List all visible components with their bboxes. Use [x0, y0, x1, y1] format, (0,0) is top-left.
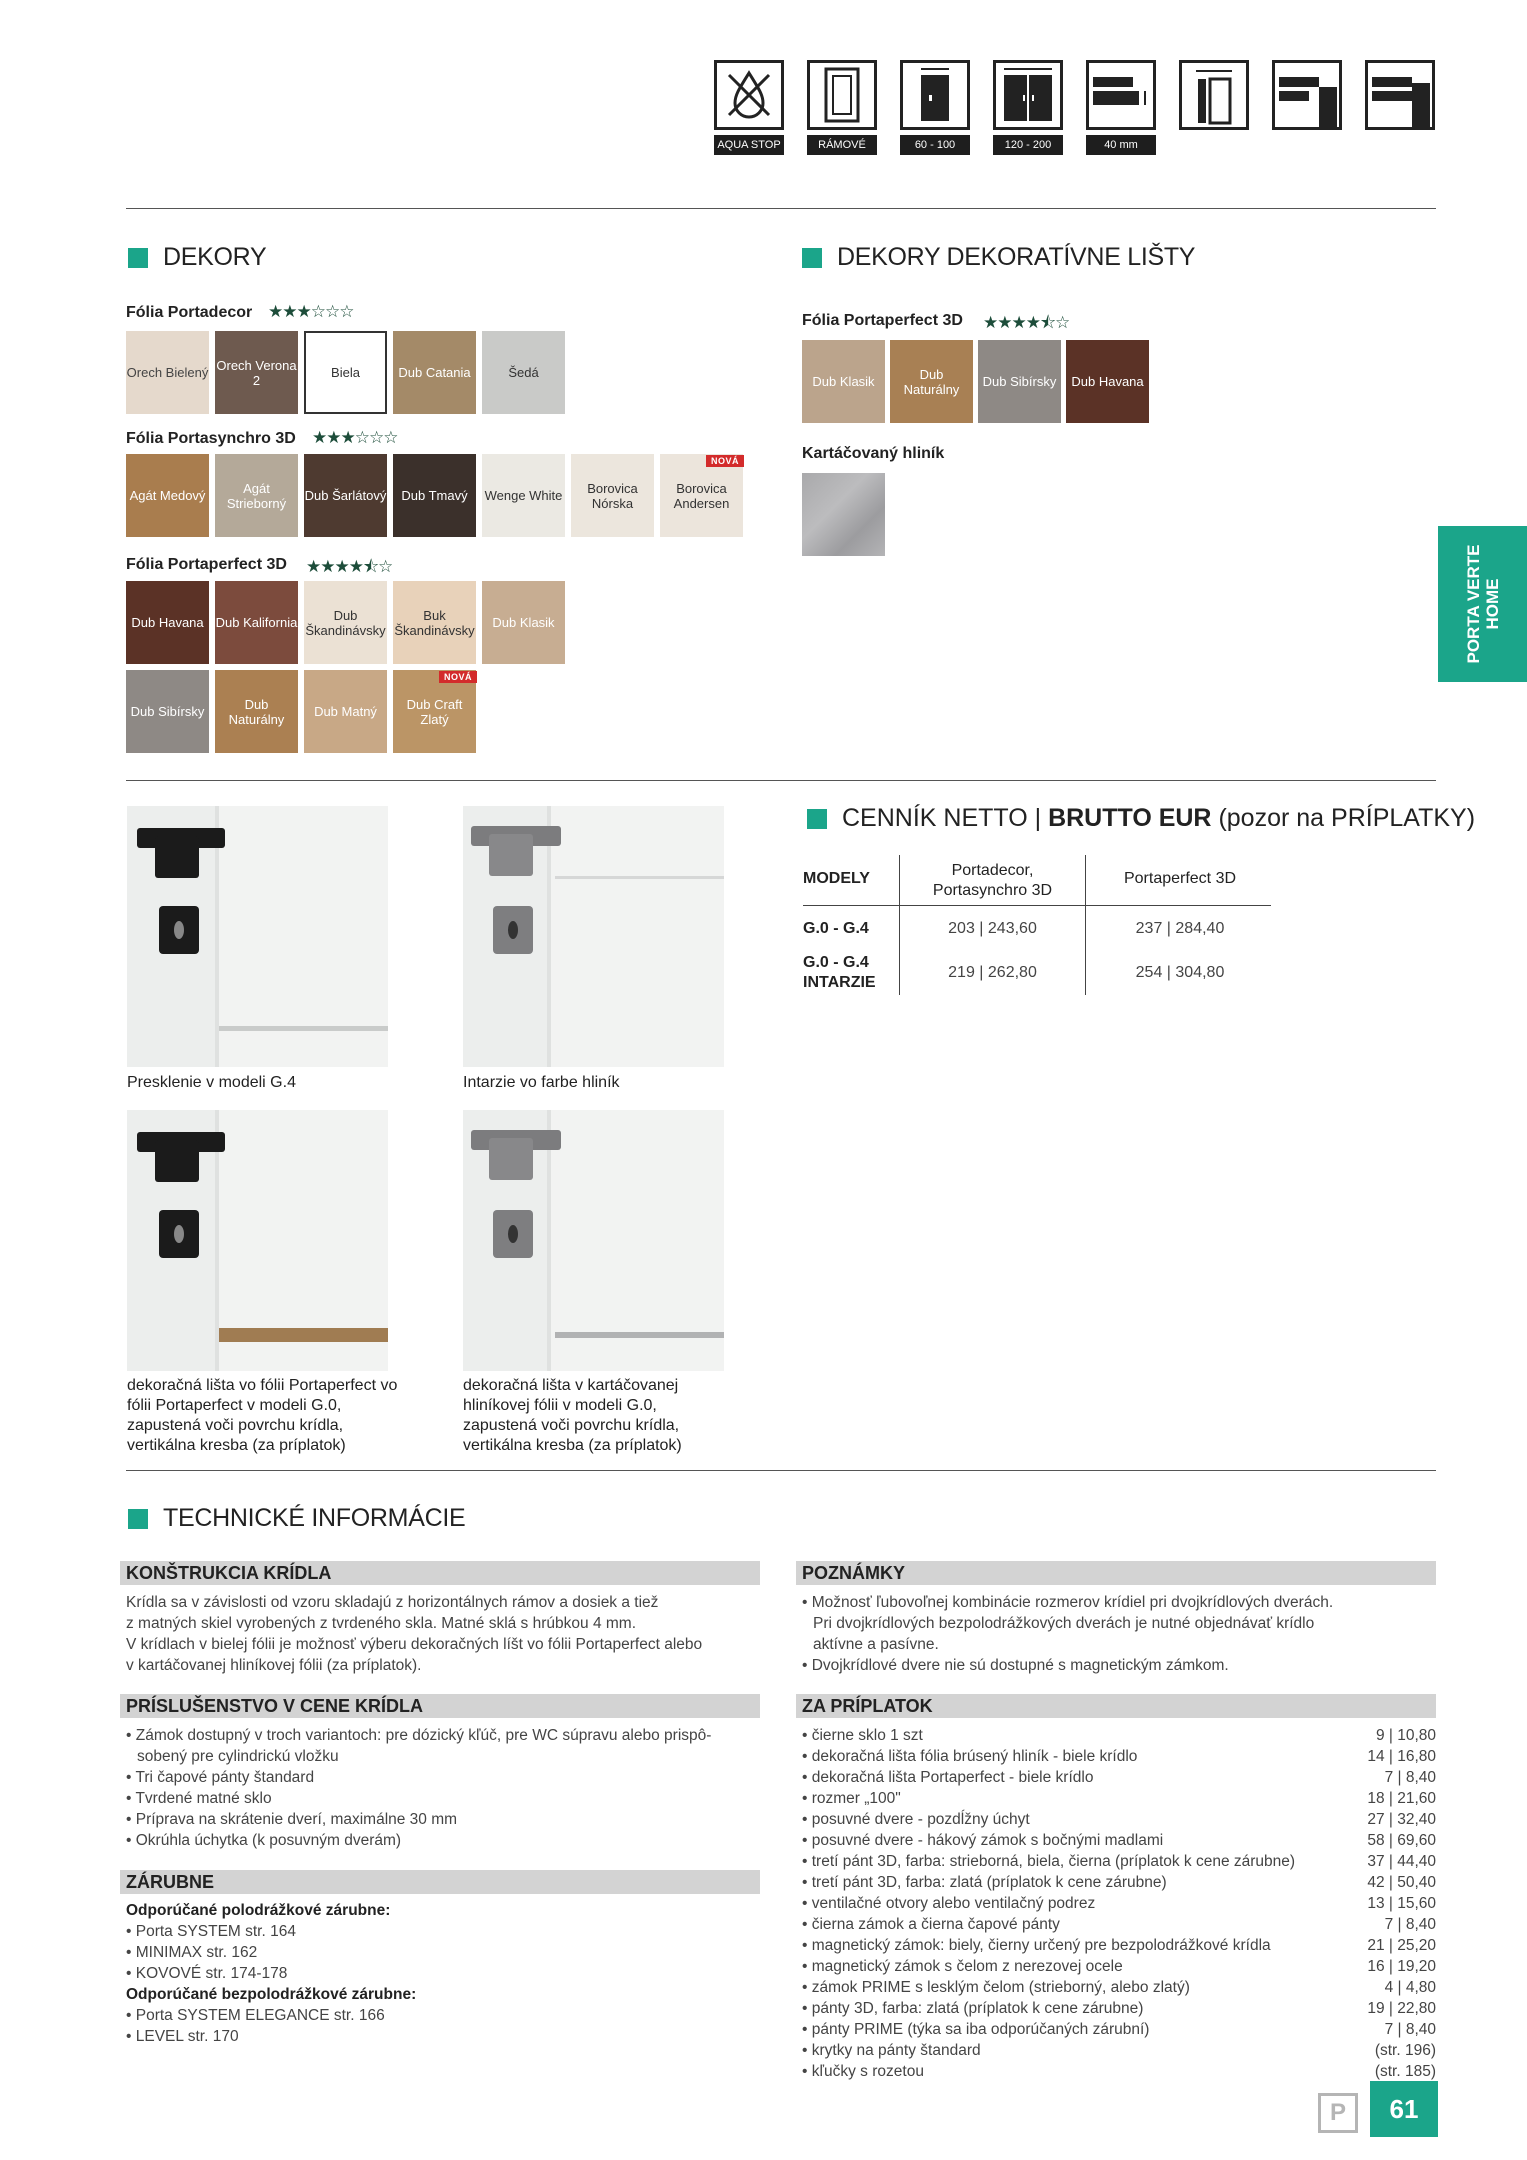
priplatok-name: • magnetický zámok s čelom z nerezovej ocele: [802, 1956, 1123, 1977]
price-col-portadecor: Portadecor, Portasynchro 3D: [932, 862, 1053, 899]
divider-bottom: [126, 1470, 1436, 1471]
priplatok-row: [802, 1767, 1436, 1788]
item-text: Porta SYSTEM ELEGANCE str. 166: [135, 2007, 385, 2024]
price-col-portaperfect: Portaperfect 3D: [1123, 870, 1237, 887]
priplatok-price: 21 | 25,20: [1367, 1937, 1436, 1954]
prislusenstvo-item: • Príprava na skrátenie dverí, maximálne 30 mm: [126, 1811, 458, 1828]
poznamky-item: [802, 1613, 1442, 1634]
poznamky-bar: POZNÁMKY: [796, 1561, 1436, 1585]
priplatok-name: • posuvné dvere - pozdĺžny úchyt: [802, 1809, 1030, 1830]
side-tab-porta-verte: [1438, 526, 1527, 682]
swatch-dub-skandinavsky[interactable]: Dub Škandinávsky: [304, 581, 387, 664]
listy-portaperfect-rating: ★★★★⯪☆: [983, 313, 1070, 332]
prislusenstvo-item: [126, 1746, 766, 1767]
price-row-c2: 237 | 284,40: [1135, 920, 1225, 937]
konstrukcia-line: V krídlach v bielej fólii je možnosť výberu dekoračných líšt vo fólii Portaperfect alebo: [126, 1636, 703, 1653]
item-text: aktívne a pasívne.: [813, 1636, 939, 1653]
prislusenstvo-bar: PRÍSLUŠENSTVO V CENE KRÍDLA: [120, 1694, 760, 1718]
item-text: Zámok dostupný v troch variantoch: pre dózický kľúč, pre WC súpravu alebo prispô-: [135, 1727, 712, 1744]
priplatok-row: [802, 1830, 1436, 1851]
item-text: MINIMAX str. 162: [135, 1944, 258, 1961]
priplatok-row: [802, 1914, 1436, 1935]
zarubne-item: • Porta SYSTEM ELEGANCE str. 166: [126, 2007, 385, 2024]
priplatok-name: • čierna zámok a čierna čapové pánty: [802, 1914, 1060, 1935]
priplatok-row: [802, 1809, 1436, 1830]
price-row-model: G.0 - G.4: [803, 920, 869, 937]
priplatok-list: [802, 1725, 1436, 2082]
swatch-dub-sibirsky[interactable]: Dub Sibírsky: [126, 670, 209, 753]
hlinik-title: Kartáčovaný hliník: [802, 445, 945, 462]
prislusenstvo-item: • Zámok dostupný v troch variantoch: pre dózický kľúč, pre WC súpravu alebo prispô-: [126, 1727, 712, 1744]
portadecor-title: Fólia Portadecor: [126, 304, 253, 321]
item-text: sobený pre cylindrickú vložku: [137, 1748, 339, 1765]
priplatok-name: • ventilačné otvory alebo ventilačný podrez: [802, 1893, 1095, 1914]
swatch-dub-havana[interactable]: Dub Havana: [126, 581, 209, 664]
priplatok-row: [802, 2019, 1436, 2040]
priplatok-name: • zámok PRIME s lesklým čelom (strieborný, alebo zlatý): [802, 1977, 1190, 1998]
price-col-models: MODELY: [803, 870, 870, 887]
priplatok-price: 19 | 22,80: [1367, 2000, 1436, 2017]
swatch-seda[interactable]: Šedá: [482, 331, 565, 414]
price-header-line: [803, 905, 1271, 906]
swatch-wenge-white[interactable]: Wenge White: [482, 454, 565, 537]
caption-lista-hlinik: dekoračná lišta v kartáčovanej hliníkovej fólii v modeli G.0, zapustená voči povrchu krídla, vertikálna kresba (za príplatok): [463, 1377, 682, 1454]
prislusenstvo-item: • Tri čapové pánty štandard: [126, 1769, 315, 1786]
icon-label-aqua-stop: AQUA STOP: [714, 135, 784, 155]
portaperfect-rating: ★★★★⯪☆: [306, 557, 393, 576]
priplatok-name: • krytky na pánty štandard: [802, 2040, 981, 2061]
swatch-orech-verona[interactable]: Orech Verona 2: [215, 331, 298, 414]
section-title-dekory: DEKORY: [163, 243, 267, 271]
price-row-c2: 254 | 304,80: [1135, 964, 1225, 981]
priplatok-row: [802, 1872, 1436, 1893]
price-row-c1: 203 | 243,60: [948, 920, 1037, 937]
priplatok-row: [802, 2040, 1436, 2061]
priplatok-price: 18 | 21,60: [1367, 1790, 1436, 1807]
priplatok-price: 7 | 8,40: [1384, 1769, 1436, 1786]
zarubne-item: • Porta SYSTEM str. 164: [126, 1923, 296, 1940]
new-badge: NOVÁ: [706, 455, 744, 467]
item-text: Pri dvojkrídlových bezpolodrážkových dverách je nutné objednávať krídlo: [813, 1615, 1315, 1632]
priplatok-name: • čierne sklo 1 szt: [802, 1725, 923, 1746]
listy-swatch-dub-sibirsky[interactable]: Dub Sibírsky: [978, 340, 1061, 423]
new-badge: NOVÁ: [439, 671, 477, 683]
poznamky-item: • Dvojkrídlové dvere nie sú dostupné s magnetickým zámkom.: [802, 1657, 1229, 1674]
zarubne-item: • KOVOVÉ str. 174-178: [126, 1965, 288, 1982]
priplatok-price: 13 | 15,60: [1367, 1895, 1436, 1912]
swatch-buk-skandinavsky[interactable]: Buk Škandinávsky: [393, 581, 476, 664]
icon-label-ramove: RÁMOVÉ: [807, 135, 877, 155]
priplatok-price: 7 | 8,40: [1384, 2021, 1436, 2038]
priplatok-name: • magnetický zámok: biely, čierny určený pre bezpolodrážkové krídla: [802, 1935, 1271, 1956]
listy-swatch-dub-havana[interactable]: Dub Havana: [1066, 340, 1149, 423]
listy-portaperfect-title: Fólia Portaperfect 3D: [802, 312, 963, 329]
swatch-agat-medovy[interactable]: Agát Medový: [126, 454, 209, 537]
section-title-dekory-listy: DEKORY DEKORATÍVNE LIŠTY: [837, 243, 1196, 271]
swatch-biela[interactable]: Biela: [304, 331, 387, 414]
flush-icon: [1365, 60, 1435, 130]
konstrukcia-line: v kartáčovanej hliníkovej fólii (za príplatok).: [126, 1657, 422, 1674]
aqua-stop-icon: [714, 60, 784, 130]
priplatok-price: 9 | 10,80: [1375, 1727, 1436, 1744]
priplatok-price: (str. 185): [1374, 2063, 1436, 2080]
side-tab-line1: PORTA VERTE: [1463, 544, 1483, 664]
item-text: Porta SYSTEM str. 164: [135, 1923, 296, 1940]
priplatok-bar: ZA PRÍPLATOK: [796, 1694, 1436, 1718]
cennik-title-note: (pozor na PRÍPLATKY): [1218, 804, 1476, 832]
frame-door-icon: [807, 60, 877, 130]
konstrukcia-text: [126, 1592, 766, 1676]
photo-lista-portaperfect: [127, 1110, 388, 1371]
section-title-tech: TECHNICKÉ INFORMÁCIE: [163, 1504, 466, 1532]
priplatok-name: • posuvné dvere - hákový zámok s bočnými madlami: [802, 1830, 1163, 1851]
zarubne-sub2: Odporúčané bezpolodrážkové zárubne:: [126, 1986, 417, 2003]
cennik-title-netto: CENNÍK NETTO |: [842, 804, 1042, 832]
photo-lista-hlinik: [463, 1110, 724, 1371]
icon-label-thickness: 40 mm: [1086, 135, 1156, 155]
swatch-dub-matny[interactable]: Dub Matný: [304, 670, 387, 753]
priplatok-price: 27 | 32,40: [1367, 1811, 1436, 1828]
priplatok-row: [802, 1725, 1436, 1746]
porta-logo-icon: [1318, 2093, 1358, 2133]
priplatok-price: 42 | 50,40: [1367, 1874, 1436, 1891]
width-icon: [1179, 60, 1249, 130]
priplatok-price: 14 | 16,80: [1367, 1748, 1436, 1765]
priplatok-name: • tretí pánt 3D, farba: zlatá (príplatok k cene zárubne): [802, 1872, 1167, 1893]
swatch-dub-naturalny[interactable]: Dub Naturálny: [215, 670, 298, 753]
priplatok-row: [802, 1893, 1436, 1914]
icon-label-width-single: 60 - 100: [900, 135, 970, 155]
price-vline-1: [899, 855, 900, 995]
double-door-icon: [993, 60, 1063, 130]
priplatok-price: 58 | 69,60: [1367, 1832, 1436, 1849]
section-marker: [807, 809, 827, 829]
item-text: KOVOVÉ str. 174-178: [135, 1965, 288, 1982]
zarubne-item: • MINIMAX str. 162: [126, 1944, 258, 1961]
zarubne-item: • LEVEL str. 170: [126, 2028, 239, 2045]
price-row-model: G.0 - G.4 INTARZIE: [803, 954, 876, 991]
swatch-orech-bieleny[interactable]: Orech Bielený: [126, 331, 209, 414]
section-marker: [802, 248, 822, 268]
swatch-dub-sarlatovy[interactable]: Dub Šarlátový: [304, 454, 387, 537]
icon-label-width-double: 120 - 200: [993, 135, 1063, 155]
divider-middle: [126, 780, 1436, 781]
porta-logo-letter: P: [1329, 2099, 1346, 2126]
priplatok-row: [802, 1977, 1436, 1998]
prislusenstvo-item: • Okrúhla úchytka (k posuvným dverám): [126, 1832, 402, 1849]
zarubne-bar: ZÁRUBNE: [120, 1870, 760, 1894]
swatch-dub-tmavy[interactable]: Dub Tmavý: [393, 454, 476, 537]
priplatok-name: • dekoračná lišta fólia brúsený hliník - biele krídlo: [802, 1746, 1137, 1767]
thickness-icon: [1086, 60, 1156, 130]
item-text: Okrúhla úchytka (k posuvným dverám): [135, 1832, 402, 1849]
swatch-borovica-norska[interactable]: Borovica Nórska: [571, 454, 654, 537]
item-text: Tvrdené matné sklo: [135, 1790, 272, 1807]
priplatok-price: (str. 196): [1374, 2042, 1436, 2059]
poznamky-item: • Možnosť ľubovoľnej kombinácie rozmerov krídiel pri dvojkrídlových dverách.: [802, 1594, 1334, 1611]
portaperfect-title: Fólia Portaperfect 3D: [126, 556, 287, 573]
cennik-title-brutto: BRUTTO EUR: [1048, 804, 1212, 832]
priplatok-name: • pánty PRIME (týka sa iba odporúčaných zárubní): [802, 2019, 1149, 2040]
priplatok-row: [802, 1746, 1436, 1767]
priplatok-name: • kľučky s rozetou: [802, 2061, 924, 2082]
caption-intarzie: Intarzie vo farbe hliník: [463, 1074, 620, 1091]
poznamky-list: [802, 1592, 1442, 1676]
rebate-icon: [1272, 60, 1342, 130]
priplatok-name: • tretí pánt 3D, farba: strieborná, biela, čierna (príplatok k cene zárubne): [802, 1851, 1295, 1872]
priplatok-price: 16 | 19,20: [1367, 1958, 1436, 1975]
priplatok-row: [802, 1788, 1436, 1809]
prislusenstvo-item: • Tvrdené matné sklo: [126, 1790, 272, 1807]
priplatok-price: 37 | 44,40: [1367, 1853, 1436, 1870]
portasynchro-title: Fólia Portasynchro 3D: [126, 430, 296, 447]
page-number: 61: [1370, 2081, 1438, 2137]
item-text: Tri čapové pánty štandard: [135, 1769, 315, 1786]
prislusenstvo-list: [126, 1725, 766, 1851]
priplatok-row: [802, 1851, 1436, 1872]
priplatok-row: [802, 1956, 1436, 1977]
konstrukcia-bar: KONŠTRUKCIA KRÍDLA: [120, 1561, 760, 1585]
priplatok-row: [802, 1998, 1436, 2019]
priplatok-row: [802, 1935, 1436, 1956]
priplatok-price: 7 | 8,40: [1384, 1916, 1436, 1933]
listy-swatch-dub-klasik[interactable]: Dub Klasik: [802, 340, 885, 423]
photo-intarzie-hlinik: [463, 806, 724, 1067]
swatch-dub-catania[interactable]: Dub Catania: [393, 331, 476, 414]
zarubne-list: [126, 1900, 766, 2047]
single-door-icon: [900, 60, 970, 130]
caption-presklenie: Presklenie v modeli G.4: [127, 1074, 296, 1091]
portadecor-rating: ★★★☆☆☆: [268, 302, 354, 321]
photo-presklenie: [127, 806, 388, 1067]
swatch-agat-strieborny[interactable]: Agát Strieborný: [215, 454, 298, 537]
priplatok-price: 4 | 4,80: [1384, 1979, 1436, 1996]
priplatok-name: • dekoračná lišta Portaperfect - biele krídlo: [802, 1767, 1093, 1788]
swatch-borovica-andersen[interactable]: Borovica Andersen: [660, 454, 743, 537]
konstrukcia-line: z matných skiel vyrobených z tvrdeného skla. Matné sklá s hrúbkou 4 mm.: [126, 1615, 636, 1632]
item-text: Príprava na skrátenie dverí, maximálne 30 mm: [135, 1811, 458, 1828]
swatch-kartacovany-hlinik[interactable]: [802, 473, 885, 556]
swatch-dub-klasik[interactable]: Dub Klasik: [482, 581, 565, 664]
item-text: Dvojkrídlové dvere nie sú dostupné s magnetickým zámkom.: [811, 1657, 1229, 1674]
swatch-dub-kalifornia[interactable]: Dub Kalifornia: [215, 581, 298, 664]
konstrukcia-line: Krídla sa v závislosti od vzoru skladajú z horizontálnych rámov a dosiek a tiež: [126, 1594, 659, 1611]
side-tab-line2: HOME: [1482, 578, 1502, 630]
section-marker: [128, 1509, 148, 1529]
swatch-dub-craft-zlaty[interactable]: Dub Craft Zlatý: [393, 670, 476, 753]
poznamky-item: [802, 1634, 1442, 1655]
price-row-c1: 219 | 262,80: [948, 964, 1037, 981]
divider-top: [126, 208, 1436, 209]
zarubne-sub1: Odporúčané polodrážkové zárubne:: [126, 1902, 391, 1919]
priplatok-name: • rozmer „100": [802, 1788, 901, 1809]
portasynchro-rating: ★★★☆☆☆: [312, 428, 398, 447]
price-vline-2: [1085, 855, 1086, 995]
listy-swatch-dub-naturalny[interactable]: Dub Naturálny: [890, 340, 973, 423]
item-text: Možnosť ľubovoľnej kombinácie rozmerov krídiel pri dvojkrídlových dverách.: [811, 1594, 1334, 1611]
priplatok-name: • pánty 3D, farba: zlatá (príplatok k cene zárubne): [802, 1998, 1143, 2019]
section-marker: [128, 248, 148, 268]
priplatok-row: [802, 2061, 1436, 2082]
item-text: LEVEL str. 170: [135, 2028, 239, 2045]
caption-lista-portaperfect: dekoračná lišta vo fólii Portaperfect vo fólii Portaperfect v modeli G.0, zapustená voči povrchu krídla, vertikálna kresba (za príplatok): [127, 1377, 398, 1454]
cennik-title: [842, 804, 1475, 833]
